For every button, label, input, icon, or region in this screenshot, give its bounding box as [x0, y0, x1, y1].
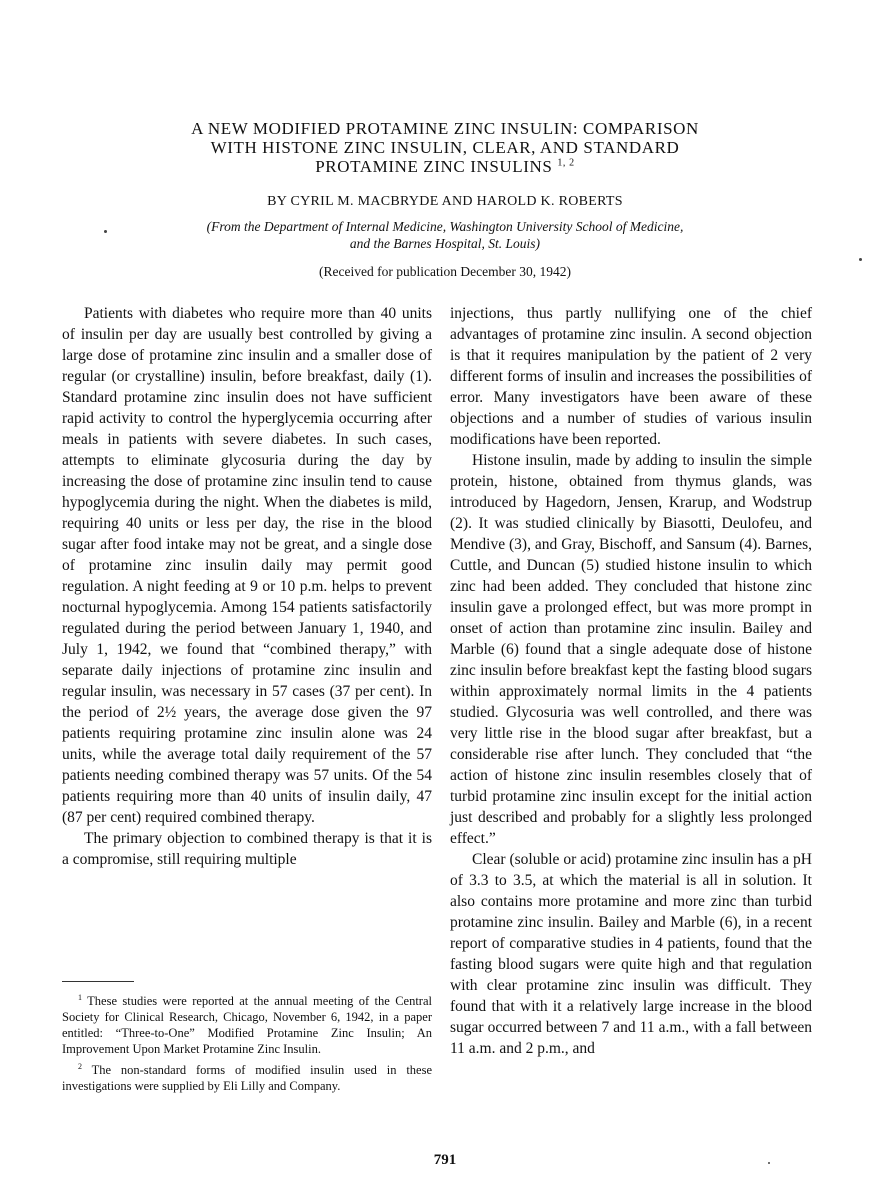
- body-paragraph: Histone insulin, made by adding to insulin the simple protein, histone, obtained from thymus glands, was introduced by Hagedorn, Jensen, Krarup, and Wodstrup (2). It was studied clinically by Biasotti, Deulofeu, and Mendive (3), and Gray, Bischoff, and Sansum (4). Barnes, Cuttle, and Duncan (5) studied histone insulin to which zinc had been added. They concluded that histone zinc insulin gave a prolonged effect, but was more prompt in onset of action than protamine zinc insulin. Bailey and Marble (6) found that a single adequate dose of histone zinc insulin before breakfast kept the fasting blood sugars within approximately normal limits in the 4 patients studied. Glycosuria was well controlled, and there was very little rise in the blood sugar after breakfast, but a considerable rise after lunch. They concluded that “the action of histone zinc insulin resembles closely that of turbid protamine zinc insulin except for the initial action just described and probably for a slightly less prolonged effect.”: [450, 452, 812, 847]
- title-line: WITH HISTONE ZINC INSULIN, CLEAR, AND STANDARD: [210, 138, 680, 157]
- footnote-text: The non-standard forms of modified insulin used in these investigations were supplied by Eli Lilly and Company.: [62, 1063, 432, 1094]
- footnote-rule: [62, 981, 134, 982]
- affiliation: [120, 218, 770, 252]
- footnote-mark: 2: [78, 1062, 82, 1072]
- title-footnote-marks: 1, 2: [557, 157, 575, 169]
- scan-speck: [768, 1162, 770, 1164]
- author-line: BY CYRIL M. MACBRYDE AND HAROLD K. ROBERTS: [267, 194, 623, 209]
- affiliation-line: (From the Department of Internal Medicine, Washington University School of Medicine,: [206, 219, 684, 234]
- footnote-mark: 1: [78, 993, 82, 1002]
- article-title: [120, 119, 770, 176]
- title-line-text: PROTAMINE ZINC INSULINS: [315, 157, 553, 176]
- right-column: [450, 303, 812, 1059]
- title-line: [120, 157, 770, 176]
- footnote: [62, 990, 432, 1057]
- received-date: (Received for publication December 30, 1942): [319, 264, 571, 279]
- body-paragraph: injections, thus partly nullifying one of the chief advantages of protamine zinc insulin. A second objection is that it requires manipulation by the patient of 2 very different forms of insulin and increases the possibilities of error. Many investigators have been aware of these objections and a number of studies of various insulin modifications have been reported.: [450, 305, 812, 448]
- title-line: A NEW MODIFIED PROTAMINE ZINC INSULIN: COMPARISON: [191, 119, 699, 138]
- left-column: [62, 303, 432, 870]
- body-paragraph: The primary objection to combined therapy is that it is a compromise, still requiring multiple: [62, 830, 432, 868]
- footnote-text: These studies were reported at the annual meeting of the Central Society for Clinical Research, Chicago, November 6, 1942, in a paper entitled: “Three-to-One” Modified Protamine Zinc Insulin; An Improvement Upon Market Protamine Zinc Insulin.: [62, 994, 432, 1057]
- scan-speck: [104, 230, 107, 233]
- affiliation-line: and the Barnes Hospital, St. Louis): [349, 236, 541, 251]
- footnote: [62, 1059, 432, 1094]
- scan-speck: [859, 258, 862, 261]
- body-paragraph: Patients with diabetes who require more than 40 units of insulin per day are usually best controlled by giving a large dose of protamine zinc insulin and a smaller dose of regular (or crystalline) insulin, before breakfast, daily (1). Standard protamine zinc insulin does not have sufficient rapid activity to control the hyperglycemia occurring after meals in patients with severe diabetes. In such cases, attempts to eliminate glycosuria during the day by increasing the dose of protamine zinc insulin tend to cause hypoglycemia during the night. When the diabetes is mild, requiring 40 units or less per day, the rise in the blood sugar after food intake may not be great, and a single dose of protamine zinc insulin daily may permit good regulation. A night feeding at 9 or 10 p.m. helps to prevent nocturnal hypoglycemia. Among 154 patients satisfactorily regulated during the period between January 1, 1940, and July 1, 1942, we found that “combined therapy,” with separate daily injections of protamine zinc insulin and regular insulin, was necessary in 57 cases (37 per cent). In the period of 2½ years, the average dose given the 97 patients requiring protamine zinc insulin alone was 24 units, while the average total daily requirement of the 57 patients needing combined therapy was 57 units. Of the 54 patients requiring more than 40 units of insulin daily, 47 (87 per cent) required combined therapy.: [62, 305, 432, 826]
- body-paragraph: Clear (soluble or acid) protamine zinc insulin has a pH of 3.3 to 3.5, at which the material is all in solution. It also contains more protamine and more zinc than turbid protamine zinc insulin. Bailey and Marble (6), in a recent report of comparative studies in 4 patients, found that the fasting blood sugars were quite high and that regulation with clear protamine zinc insulin was difficult. They found that with it a relatively large increase in the blood sugar occurred between 7 and 11 a.m., with a fall between 11 a.m. and 2 p.m., and: [450, 851, 812, 1057]
- footnotes: [62, 990, 432, 1096]
- page-number: 791: [433, 1152, 457, 1168]
